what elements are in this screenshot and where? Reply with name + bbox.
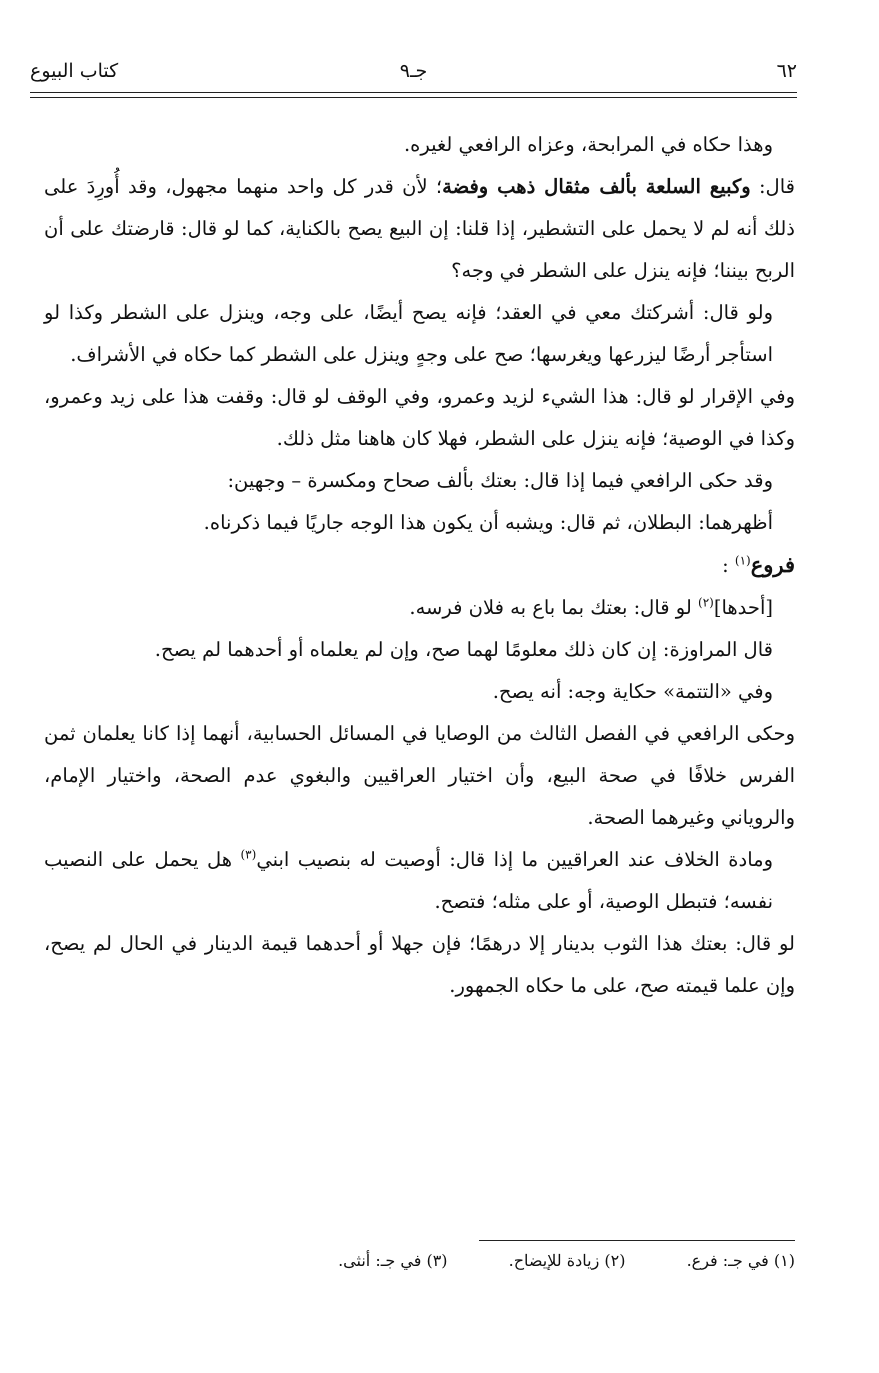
footnote: (٣) في جـ: أنثى. (338, 1251, 448, 1270)
footnote-ref: (٣) (240, 847, 257, 862)
footnotes (200, 1248, 795, 1274)
matn-quote: وكبيع السلعة بألف مثقال ذهب وفضة (442, 175, 751, 198)
quoted-block (44, 460, 795, 544)
footnote: (١) في جـ: فرع. (686, 1251, 795, 1270)
main-text (44, 124, 795, 1007)
section-heading (44, 544, 795, 587)
text-run: ومادة الخلاف عند العراقيين ما إذا قال: أوصيت له بنصيب ابني (256, 848, 773, 871)
footnote-ref: (٢) (698, 595, 714, 610)
paragraph: وحكى الرافعي في الفصل الثالث من الوصايا في المسائل الحسابية، أنهما إذا كانا يعلمان ثمن الفرس خلافًا في صحة البيع، وأن اختيار العراقيين والبغوي عدم الصحة، واختيار الإمام، والروياني وغيرهما الصحة. (44, 722, 795, 829)
paragraph: أظهرهما: البطلان، ثم قال: ويشبه أن يكون هذا الوجه جاريًا فيما ذكرناه. (203, 511, 773, 534)
paragraph (44, 839, 795, 923)
bracket-text: [أحدها] (713, 596, 773, 619)
paragraph (44, 587, 795, 629)
heading-text: فروع (750, 552, 795, 577)
text-run: هل يحمل على النصيب نفسه؛ فتبطل الوصية، أو على مثله؛ فتصح. (44, 848, 773, 913)
header-rule-thin (30, 97, 797, 98)
paragraph: وهذا حكاه في المرابحة، وعزاه الرافعي لغيره. (403, 133, 773, 156)
paragraph (44, 166, 795, 292)
paragraph: لو قال: بعتك هذا الثوب بدينار إلا درهمًا؛ فإن جهلا أو أحدهما قيمة الدينار في الحال لم يصح، وإن علما قيمته صح، على ما حكاه الجمهور. (44, 932, 795, 997)
footnote-rule (479, 1240, 795, 1241)
running-header (30, 56, 797, 90)
text-run: ؛ لأن قدر كل واحد منهما مجهول، وقد أُورِدَ على ذلك أنه لم لا يحمل على التشطير، إذا قلنا: إن البيع يصح بالكناية، كما لو قال: قارضتك على أن الربح بيننا؛ فإنه ينزل على الشطر في وجه؟ (44, 175, 795, 282)
paragraph: ولو قال: أشركتك معي في العقد؛ فإنه يصح أيضًا، على وجه، وينزل على الشطر وكذا لو استأجر أرضًا ليزرعها ويغرسها؛ صح على وجهٍ وينزل على الشطر كما حكاه في الأشراف. (44, 301, 773, 366)
header-rule-thick (30, 92, 797, 93)
paragraph: وقد حكى الرافعي فيما إذا قال: بعتك بألف صحاح ومكسرة – وجهين: (227, 469, 773, 492)
footnote-ref: (١) (734, 553, 751, 568)
footnote: (٢) زيادة للإيضاح. (508, 1251, 626, 1270)
page-number: ٦٢ (776, 60, 797, 82)
paragraph: وفي «التتمة» حكاية وجه: أنه يصح. (492, 680, 773, 703)
heading-colon: : (722, 554, 729, 577)
paragraph: قال المراوزة: إن كان ذلك معلومًا لهما صح، وإن لم يعلماه أو أحدهما لم يصح. (154, 638, 773, 661)
book-title: كتاب البيوع (30, 60, 119, 82)
paragraph: وفي الإقرار لو قال: هذا الشيء لزيد وعمرو، وفي الوقف لو قال: وقفت هذا على زيد وعمرو، وكذا في الوصية؛ فإنه ينزل على الشطر، فهلا كان هاهنا مثل ذلك. (44, 385, 795, 450)
text-run: لو قال: بعتك بما باع به فلان فرسه. (409, 596, 699, 619)
volume-label: جـ٩ (399, 60, 428, 82)
text-run: قال: (750, 175, 795, 198)
